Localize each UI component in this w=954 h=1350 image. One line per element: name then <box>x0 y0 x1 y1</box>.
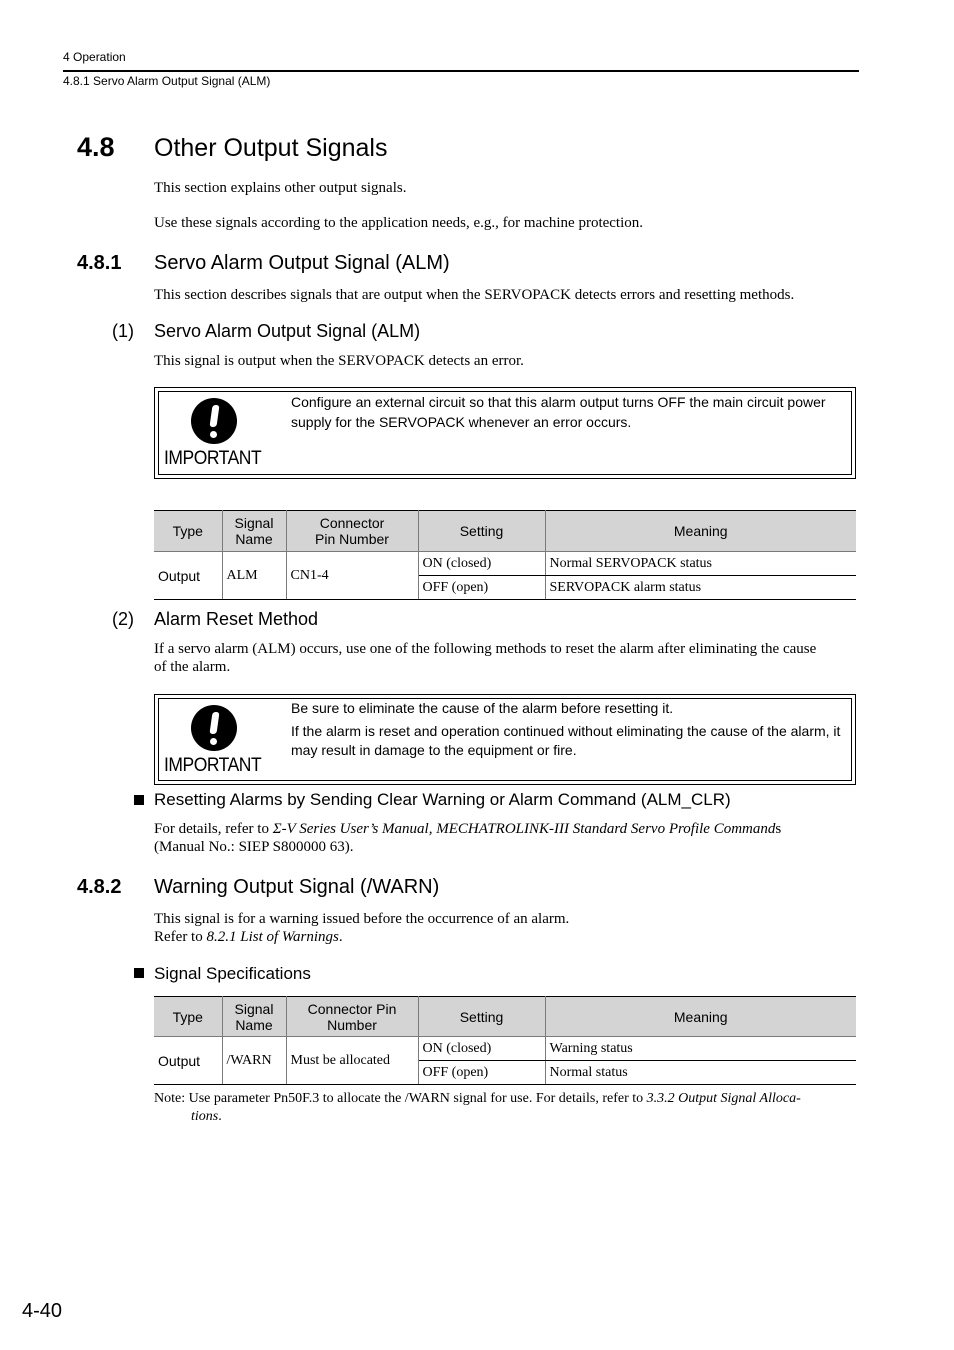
output-allocations-link[interactable]: 3.3.2 Output Signal Alloca- <box>646 1091 801 1106</box>
col-header-setting: Setting <box>418 511 545 552</box>
col-header-signal: Signal Name <box>222 997 286 1037</box>
page-number: 4-40 <box>22 1300 63 1322</box>
note: Note: Use parameter Pn50F.3 to allocate the /WARN signal for use. For details, refer to 3.3.2 Output Signal Alloca- tions. <box>154 1091 801 1124</box>
warnings-link[interactable]: 8.2.1 List of Warnings <box>206 929 339 945</box>
cell-setting: OFF (open) <box>418 576 545 600</box>
important-text-line: Be sure to eliminate the cause of the alarm before resetting it. <box>291 700 674 716</box>
col-header-signal: Signal Name <box>222 511 286 552</box>
reset-reference: For details, refer to Σ-V Series User’s Manual, MECHATROLINK-III Standard Servo Profile Commands (Manual No.: SIEP S800000 63). <box>154 821 782 855</box>
cell-signal: ALM <box>222 552 286 600</box>
cell-signal: /WARN <box>222 1037 286 1085</box>
col-header-pin: Connector Pin Number <box>286 997 418 1037</box>
important-box-2 <box>154 694 856 785</box>
running-header-section: 4.8.1 Servo Alarm Output Signal (ALM) <box>63 74 271 88</box>
cell-setting: ON (closed) <box>418 552 545 576</box>
important-text-line: Configure an external circuit so that this alarm output turns OFF the main circuit power <box>291 394 826 410</box>
col-header-meaning: Meaning <box>545 997 856 1037</box>
subsection-intro-1: This section describes signals that are output when the SERVOPACK detects errors and resetting methods. <box>154 287 795 303</box>
section-intro-2: Use these signals according to the application needs, e.g., for machine protection. <box>154 215 644 231</box>
section-title: Other Output Signals <box>154 134 388 162</box>
item-number-2: (2) <box>112 609 134 629</box>
bullet-square <box>134 795 144 805</box>
important-text-line: supply for the SERVOPACK whenever an error occurs. <box>291 414 632 430</box>
col-header-setting: Setting <box>418 997 545 1037</box>
warn-signal-table <box>154 996 856 1085</box>
alm-signal-table <box>154 510 856 600</box>
running-header-chapter: 4 Operation <box>63 50 126 64</box>
item-text-1: This signal is output when the SERVOPACK detects an error. <box>154 353 524 369</box>
exclamation-icon <box>191 705 237 751</box>
cell-meaning: Warning status <box>545 1037 856 1061</box>
subsection-number-1: 4.8.1 <box>77 252 122 274</box>
section-intro-1: This section explains other output signals. <box>154 180 407 196</box>
subsection-title-1: Servo Alarm Output Signal (ALM) <box>154 252 450 274</box>
important-box-1 <box>154 387 856 479</box>
important-label: IMPORTANT <box>164 448 262 469</box>
cell-meaning: Normal status <box>545 1061 856 1085</box>
exclamation-icon <box>191 398 237 444</box>
important-text-1 <box>291 392 826 432</box>
col-header-pin: Connector Pin Number <box>286 511 418 552</box>
important-text-line: If the alarm is reset and operation continued without eliminating the cause of the alarm, it <box>291 723 841 739</box>
table-row <box>154 1037 856 1061</box>
cell-setting: ON (closed) <box>418 1037 545 1061</box>
important-text-line: may result in damage to the equipment or fire. <box>291 742 577 758</box>
spec-heading: Signal Specifications <box>154 964 311 983</box>
cell-meaning: SERVOPACK alarm status <box>545 576 856 600</box>
important-label: IMPORTANT <box>164 755 262 776</box>
cell-type: Output <box>154 1037 222 1085</box>
col-header-meaning: Meaning <box>545 511 856 552</box>
cell-pin: CN1-4 <box>286 552 418 600</box>
subsection-title-2: Warning Output Signal (/WARN) <box>154 876 440 898</box>
item-title-2: Alarm Reset Method <box>154 609 319 629</box>
header-rule <box>63 70 859 72</box>
bullet-square <box>134 968 144 978</box>
col-header-type: Type <box>154 511 222 552</box>
cell-type: Output <box>154 552 222 600</box>
cell-pin: Must be allocated <box>286 1037 418 1085</box>
cell-setting: OFF (open) <box>418 1061 545 1085</box>
reset-heading: Resetting Alarms by Sending Clear Warning or Alarm Command (ALM_CLR) <box>154 790 731 809</box>
item-text-2: If a servo alarm (ALM) occurs, use one of the following methods to reset the alarm after eliminating the cause of the alarm. <box>154 641 817 675</box>
cell-meaning: Normal SERVOPACK status <box>545 552 856 576</box>
table-row <box>154 552 856 576</box>
col-header-type: Type <box>154 997 222 1037</box>
item-number-1: (1) <box>112 321 134 341</box>
important-text-2 <box>291 698 840 760</box>
item-title-1: Servo Alarm Output Signal (ALM) <box>154 321 421 341</box>
subsection-number-2: 4.8.2 <box>77 876 122 898</box>
section-number: 4.8 <box>77 132 115 162</box>
subsection-text-2: This signal is for a warning issued before the occurrence of an alarm. Refer to 8.2.1 List of Warnings. <box>154 911 570 945</box>
